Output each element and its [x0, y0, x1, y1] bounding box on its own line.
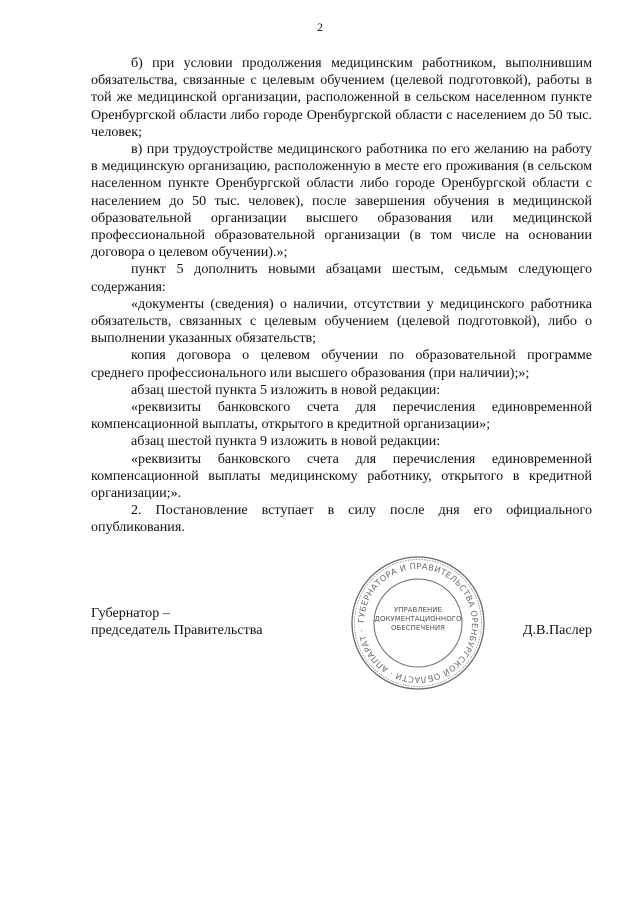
paragraph-punkt5-edit: абзац шестой пункта 5 изложить в новой редакции:	[131, 381, 441, 398]
official-seal	[350, 555, 486, 691]
paragraph-b: б) при условии продолжения медицинским работником, выполнившим обязательства, связанные с целевым обучением (целевой подготовкой), работы в той же медицинской организации, расположенной в сельском населенном пункте Оренбургской области либо городе Оренбургской области с населением до 50 тыс. человек;	[91, 55, 592, 140]
seal-center-line3: ОБЕСПЕЧЕНИЯ	[391, 624, 445, 632]
paragraph-punkt5-add: пункт 5 дополнить новыми абзацами шестым, седьмым следующего содержания:	[91, 261, 592, 295]
paragraph-contract-copy: копия договора о целевом обучении по образовательной программе среднего профессионального или высшего образования (при наличии);»;	[91, 347, 592, 381]
signatory-position	[91, 605, 262, 639]
paragraph-effective-date: 2. Постановление вступает в силу после дня его официального опубликования.	[91, 502, 592, 536]
signatory-position-line1: Губернатор –	[91, 605, 170, 621]
paragraph-punkt9-edit: абзац шестой пункта 9 изложить в новой редакции:	[131, 433, 441, 450]
paragraph-bank-details-1: «реквизиты банковского счета для перечисления единовременной компенсационной выплаты, открытого в кредитной организации»;	[91, 399, 592, 433]
paragraph-documents: «документы (сведения) о наличии, отсутствии у медицинского работника обязательств, связанных с целевым обучением (целевой подготовкой), либо о выполнении указанных обязательств;	[91, 295, 592, 347]
paragraph-v: в) при трудоустройстве медицинского работника по его желанию на работу в медицинскую организацию, расположенную в месте его проживания (в сельском населенном пункте Оренбургской области либо городе Оренбургской области с населением до 50 тыс. человек), после завершения обучения в медицинской образовательной организации высшего образования или медицинской профессиональной образовательной организации (в том числе на основании договора о целевом обучении).»;	[91, 141, 592, 261]
seal-center-line1: УПРАВЛЕНИЕ	[394, 606, 442, 614]
signatory-name: Д.В.Паслер	[522, 622, 592, 638]
paragraph-bank-details-2: «реквизиты банковского счета для перечисления единовременной компенсационной выплаты медицинскому работнику, открытого в кредитной организации;».	[91, 450, 592, 502]
signatory-position-line2: председатель Правительства	[91, 622, 263, 639]
page-number: 2	[317, 20, 323, 34]
document-body	[91, 55, 592, 537]
seal-ring-text: ГУБЕРНАТОРА И ПРАВИТЕЛЬСТВА ОРЕНБУРГСКОЙ ОБЛАСТИ · АППАРАТ ·	[355, 560, 481, 686]
seal-center-line2: ДОКУМЕНТАЦИОННОГО	[374, 615, 462, 623]
